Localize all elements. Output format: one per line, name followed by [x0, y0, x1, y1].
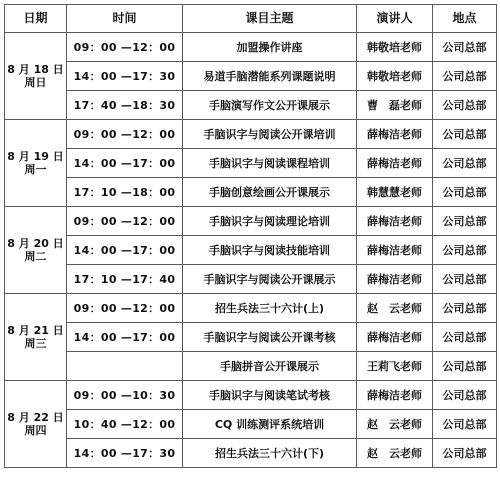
schedule-table [4, 4, 497, 468]
topic-cell: 招生兵法三十六计(上) [183, 294, 357, 323]
topic-cell: 易道手脑潜能系列课题说明 [183, 62, 357, 91]
topic-cell: 手脑创意绘画公开课展示 [183, 178, 357, 207]
speaker-cell: 韩敬培老师 [357, 33, 433, 62]
time-cell: 09：00 —12：00 [67, 33, 183, 62]
time-cell: 14：00 —17：00 [67, 149, 183, 178]
time-cell: 14：00 —17：30 [67, 62, 183, 91]
time-cell: 14：00 —17：00 [67, 323, 183, 352]
speaker-cell: 薛梅洁老师 [357, 207, 433, 236]
speaker-cell: 赵 云老师 [357, 410, 433, 439]
topic-cell: 招生兵法三十六计(下) [183, 439, 357, 468]
time-cell: 17：10 —18：00 [67, 178, 183, 207]
speaker-cell: 薛梅洁老师 [357, 236, 433, 265]
speaker-cell: 薛梅洁老师 [357, 120, 433, 149]
speaker-cell: 薛梅洁老师 [357, 149, 433, 178]
date-cell [5, 207, 67, 294]
speaker-cell: 赵 云老师 [357, 439, 433, 468]
schedule-sheet [4, 4, 496, 468]
place-cell: 公司总部 [433, 62, 497, 91]
header-date: 日期 [5, 5, 67, 33]
speaker-cell: 韩慧慧老师 [357, 178, 433, 207]
place-cell: 公司总部 [433, 352, 497, 381]
speaker-cell: 赵 云老师 [357, 294, 433, 323]
topic-cell: 手脑识字与阅读理论培训 [183, 207, 357, 236]
time-cell: 17：40 —18：30 [67, 91, 183, 120]
weekday-label: 周三 [24, 337, 47, 350]
speaker-cell: 薛梅洁老师 [357, 265, 433, 294]
date-cell [5, 381, 67, 468]
place-cell: 公司总部 [433, 381, 497, 410]
time-cell: 09：00 —12：00 [67, 294, 183, 323]
place-cell: 公司总部 [433, 120, 497, 149]
time-cell: 17：10 —17：40 [67, 265, 183, 294]
date-cell [5, 33, 67, 120]
place-cell: 公司总部 [433, 439, 497, 468]
date-cell [5, 294, 67, 381]
topic-cell: 手脑识字与阅读公开课培训 [183, 120, 357, 149]
table-row [5, 323, 497, 352]
speaker-cell: 王莉飞老师 [357, 352, 433, 381]
time-cell: 14：00 —17：00 [67, 236, 183, 265]
place-cell: 公司总部 [433, 33, 497, 62]
date-label: 8 月 18 日 [7, 63, 64, 76]
topic-cell: 手脑识字与阅读技能培训 [183, 236, 357, 265]
time-cell: 09：00 —12：00 [67, 207, 183, 236]
place-cell: 公司总部 [433, 207, 497, 236]
date-label: 8 月 20 日 [7, 237, 64, 250]
time-cell: 10：40 —12：00 [67, 410, 183, 439]
schedule-body [5, 33, 497, 468]
speaker-cell: 曹 磊老师 [357, 91, 433, 120]
time-cell: 09：00 —12：00 [67, 120, 183, 149]
header-place: 地点 [433, 5, 497, 33]
time-cell: 14：00 —17：30 [67, 439, 183, 468]
speaker-cell: 薛梅洁老师 [357, 381, 433, 410]
topic-cell: 手脑识字与阅读笔试考核 [183, 381, 357, 410]
table-row [5, 439, 497, 468]
speaker-cell: 韩敬培老师 [357, 62, 433, 91]
weekday-label: 周二 [24, 250, 47, 263]
place-cell: 公司总部 [433, 323, 497, 352]
table-row [5, 33, 497, 62]
table-row [5, 352, 497, 381]
date-cell [5, 120, 67, 207]
topic-cell: 加盟操作讲座 [183, 33, 357, 62]
date-label: 8 月 19 日 [7, 150, 64, 163]
topic-cell: 手脑演写作文公开课展示 [183, 91, 357, 120]
table-row [5, 120, 497, 149]
header-speaker: 演讲人 [357, 5, 433, 33]
header-time: 时间 [67, 5, 183, 33]
place-cell: 公司总部 [433, 294, 497, 323]
topic-cell: 手脑拼音公开课展示 [183, 352, 357, 381]
table-row [5, 410, 497, 439]
place-cell: 公司总部 [433, 236, 497, 265]
header-row [5, 5, 497, 33]
header-topic: 课目主题 [183, 5, 357, 33]
table-row [5, 62, 497, 91]
place-cell: 公司总部 [433, 149, 497, 178]
date-label: 8 月 22 日 [7, 411, 64, 424]
topic-cell: 手脑识字与阅读公开课展示 [183, 265, 357, 294]
place-cell: 公司总部 [433, 91, 497, 120]
table-row [5, 91, 497, 120]
table-row [5, 294, 497, 323]
table-row [5, 236, 497, 265]
place-cell: 公司总部 [433, 410, 497, 439]
table-row [5, 178, 497, 207]
time-cell [67, 352, 183, 381]
weekday-label: 周四 [24, 424, 47, 437]
place-cell: 公司总部 [433, 178, 497, 207]
speaker-cell: 薛梅洁老师 [357, 323, 433, 352]
topic-cell: 手脑识字与阅读课程培训 [183, 149, 357, 178]
date-label: 8 月 21 日 [7, 324, 64, 337]
table-row [5, 265, 497, 294]
time-cell: 09：00 —10：30 [67, 381, 183, 410]
weekday-label: 周一 [24, 163, 47, 176]
place-cell: 公司总部 [433, 265, 497, 294]
table-row [5, 207, 497, 236]
weekday-label: 周日 [24, 76, 47, 89]
topic-cell: 手脑识字与阅读公开课考核 [183, 323, 357, 352]
topic-cell: CQ 训练测评系统培训 [183, 410, 357, 439]
table-row [5, 149, 497, 178]
table-row [5, 381, 497, 410]
